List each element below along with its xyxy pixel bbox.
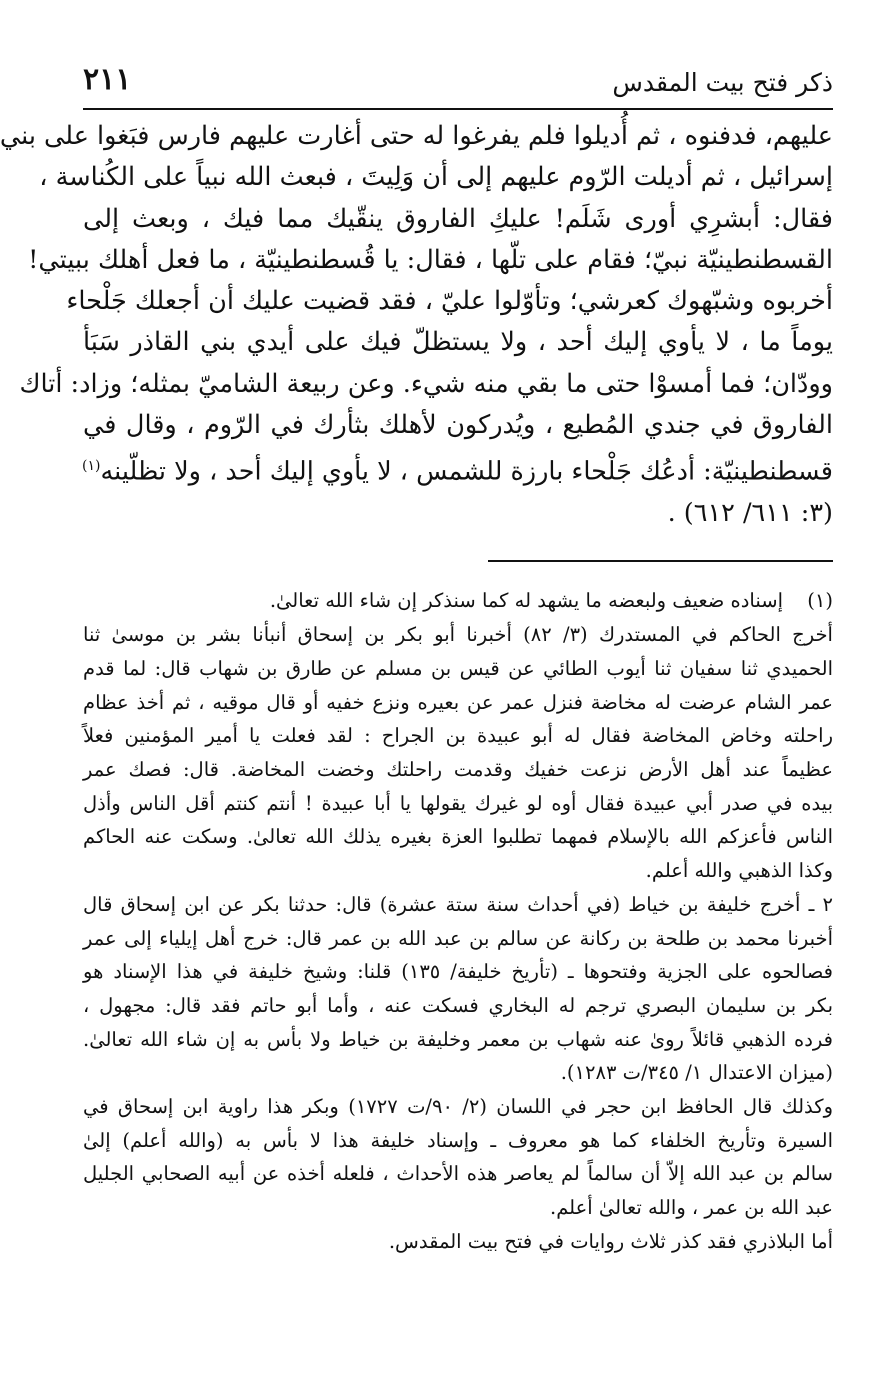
footnote-1 — [83, 584, 833, 618]
footnote-line: الحميدي ثنا سفيان ثنا أيوب الطائي عن قيس بن مسلم عن طارق بن شهاب قال: لما قدم — [83, 656, 833, 680]
footnote-line: فرده الذهبي قائلاً روىٰ عنه شهاب بن معمر وخليفة بن خياط ولا بأس به إن شاء الله تعالىٰ. — [83, 1027, 833, 1051]
footnote-divider — [488, 560, 833, 562]
footnote-line: (ميزان الاعتدال ١/ ٣٤٥/ت ١٢٨٣). — [560, 1061, 833, 1085]
main-text-line: إسرائيل ، ثم أديلت الرّوم عليهم إلى أن وَلِيتَ ، فبعث الله نبياً على الكُناسة ، — [39, 162, 833, 193]
footnote-text: إسناده ضعيف ولبعضه ما يشهد له كما سنذكر إن شاء الله تعالىٰ. — [269, 589, 783, 613]
main-text-line: يوماً ما ، لا يأوي إليك أحد ، ولا يستظلّ فيك على أيدي بني القاذر سَبَأ — [83, 327, 833, 358]
book-page — [0, 58, 833, 1368]
footnote-line: وكذا الذهبي والله أعلم. — [645, 859, 833, 883]
page-header — [83, 58, 833, 110]
footnote-line: فصالحوه على الجزية وفتحوها ـ (تأريخ خليفة/ ١٣٥) قلنا: وشيخ خليفة في هذا الإسناد هو — [83, 960, 833, 984]
main-text-line: أخربوه وشبّهوك كعرشي؛ وتأوّلوا عليّ ، فقد قضيت عليك أن أجعلك جَلْحاء — [66, 286, 833, 317]
main-text-line: الفاروق في جندي المُطيع ، ويُدركون لأهلك بثأرك في الرّوم ، وقال في — [83, 410, 833, 441]
main-text-line: وودّان؛ فما أمسوْا حتى ما بقي منه شيء. وعن ربيعة الشاميّ بمثله؛ وزاد: أتاك — [19, 368, 833, 399]
footnote-line: بكر بن سليمان البصري ترجم له البخاري فسكت عنه ، وأما أبو حاتم فقد قال: مجهول ، — [83, 993, 833, 1017]
footnote-line: أخرج الحاكم في المستدرك (٣/ ٨٢) أخبرنا أبو بكر بن إسحاق أنبأنا بشر بن موسىٰ ثنا — [83, 623, 833, 647]
main-text-line — [83, 446, 833, 493]
main-text-line-content: قسطنطينيّة: أدعُك جَلْحاء بارزة للشمس ، لا يأوي إليك أحد ، ولا تظلّينه — [100, 456, 833, 487]
footnote-reference: (١) — [82, 458, 101, 475]
footnote-line: أما البلاذري فقد كذر ثلاث روايات في فتح بيت المقدس. — [388, 1229, 833, 1253]
footnote-line: بيده في صدر أبي عبيدة فقال أوه لو غيرك يقولها يا أبا عبيدة ! أنتم كنتم أقل الناس وأذل — [83, 791, 833, 815]
footnote-line: الناس فأعزكم الله بالإسلام فمهما تطلبوا العزة بغيره يذلك الله تعالىٰ. وسكت عنه الحاكم — [83, 825, 833, 849]
running-title: ذكر فتح بيت المقدس — [612, 68, 833, 97]
main-text-line: عليهم، فدفنوه ، ثم أُديلوا فلم يفرغوا له حتى أغارت عليهم فارس فبَغوا على بني — [0, 121, 833, 151]
footnote-line: السيرة وتأريخ الخلفاء كما هو معروف ـ وإسناد خليفة هذا لا بأس به (والله أعلم) إلىٰ — [83, 1128, 833, 1152]
footnote-line: عمر الشام عرضت له مخاضة فنزل عمر عن بعيره ونزع خفيه أو قال موقيه ، ثم أخذ عظام — [83, 690, 833, 714]
footnote-line: عبد الله بن عمر ، والله تعالىٰ أعلم. — [550, 1196, 833, 1220]
footnotes — [83, 584, 833, 1258]
footnote-line: سالم بن عبد الله إلاّ أن سالماً لم يعاصر هذه الأحداث ، فلعله أخذه عن أبيه الصحابي الجليل — [83, 1162, 833, 1186]
main-text — [0, 116, 833, 534]
footnote-line: أخبرنا محمد بن طلحة بن ركانة عن سالم بن عبد الله بن عمر قال: خرج أهل إيلياء إلى عمر — [83, 926, 833, 950]
page-number: ٢١١ — [83, 62, 132, 97]
footnote-line: وكذلك قال الحافظ ابن حجر في اللسان (٢/ ٩٠/ت ١٧٢٧) وبكر هذا راوية ابن إسحاق في — [83, 1095, 833, 1119]
main-text-line: فقال: أبشرِي أورى شَلَم! عليكِ الفاروق ينقّيك مما فيك ، وبعث إلى — [83, 203, 833, 234]
footnote-line: عظيماً عند أهل الأرض نزعت خفيك وقدمت راحلتك وخضت المخاضة. قال: فصك عمر — [83, 757, 833, 781]
footnote-line: ٢ ـ أخرج خليفة بن خياط (في أحداث سنة ستة عشرة) قال: حدثنا بكر عن ابن إسحاق قال — [83, 892, 833, 916]
footnote-line: راحلته وخاض المخاضة فقال له أبو عبيدة بن الجراح : لقد فعلت يا أمير المؤمنين فعلاً — [83, 724, 833, 748]
main-text-citation: (٣: ٦١١/ ٦١٢) . — [667, 498, 833, 529]
main-text-line: القسطنطينيّة نبيّ؛ فقام على تلّها ، فقال: يا قُسطنطينيّة ، ما فعل أهلك ببيتي! — [28, 244, 833, 275]
footnote-marker: (١) — [807, 589, 833, 613]
